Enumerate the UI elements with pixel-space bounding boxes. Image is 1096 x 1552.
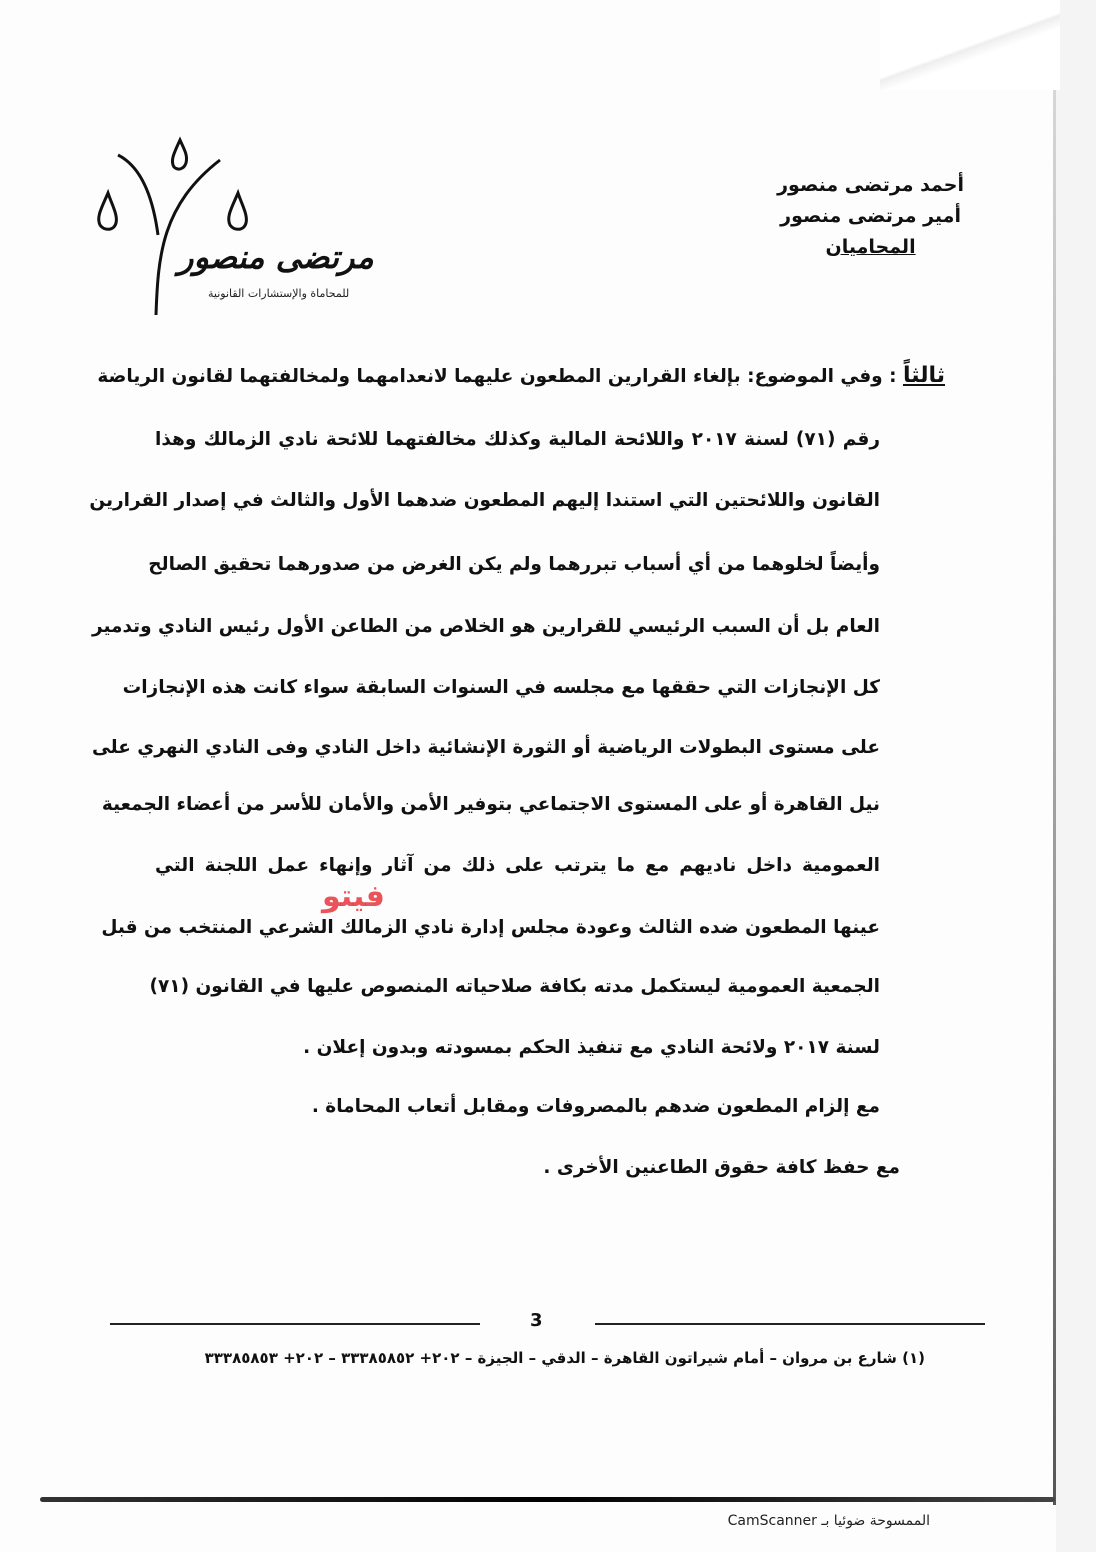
folded-corner <box>880 0 1060 90</box>
lawyer-name: أمير مرتضى منصور <box>780 205 961 227</box>
logo-subtitle: للمحاماة والإستشارات القانونية <box>208 287 350 300</box>
body-line: العمومية داخل ناديهم مع ما يترتب على ذلك من آثار وإنهاء عمل اللجنة التي <box>155 855 880 876</box>
page-number: 3 <box>530 1310 543 1331</box>
body-line: مع حفظ كافة حقوق الطاعنين الأخرى . <box>543 1157 900 1178</box>
camscanner-note: الممسوحة ضوئيا بـ CamScanner <box>727 1513 930 1529</box>
body-line: رقم (٧١) لسنة ٢٠١٧ واللائحة المالية وكذلك مخالفتهما للائحة نادي الزمالك وهذا <box>155 429 880 450</box>
page-bottom-edge <box>40 1497 1055 1502</box>
lawyer-name: أحمد مرتضى منصور <box>777 174 964 196</box>
body-line: الجمعية العمومية ليستكمل مدته بكافة صلاحياته المنصوص عليها في القانون (٧١) <box>149 976 880 997</box>
footer-divider <box>110 1323 480 1325</box>
body-line: ثالثاً : وفي الموضوع: بإلغاء القرارين المطعون عليهما لانعدامهما ولمخالفتهما لقانون الرياضة <box>97 363 945 388</box>
body-line: على مستوى البطولات الرياضية أو الثورة الإنشائية داخل النادي وفى النادي النهري على <box>91 737 880 758</box>
scan-margin <box>1056 0 1096 1552</box>
body-line: القانون واللائحتين التي استندا إليهم المطعون ضدهما الأول والثالث في إصدار القرارين <box>89 490 880 511</box>
lawyers-header <box>777 170 964 263</box>
body-line: نيل القاهرة أو على المستوى الاجتماعي بتوفير الأمن والأمان للأسر من أعضاء الجمعية <box>101 794 880 815</box>
section-lead: ثالثاً <box>902 363 945 388</box>
lawyers-title: المحاميان <box>825 236 916 258</box>
footer-divider <box>595 1323 985 1325</box>
body-line: وأيضاً لخلوهما من أي أسباب تبررهما ولم يكن الغرض من صدورهما تحقيق الصالح <box>148 554 880 575</box>
logo-name: مرتضى منصور <box>178 238 374 276</box>
page-edge <box>1053 0 1056 1505</box>
watermark-text: فيتو <box>322 879 385 914</box>
body-line: عينها المطعون ضده الثالث وعودة مجلس إدارة نادي الزمالك الشرعي المنتخب من قبل <box>101 917 880 938</box>
body-line: لسنة ٢٠١٧ ولائحة النادي مع تنفيذ الحكم بمسودته وبدون إعلان . <box>303 1037 880 1058</box>
watermark-logo <box>322 879 385 914</box>
body-line: مع إلزام المطعون ضدهم بالمصروفات ومقابل أتعاب المحاماة . <box>311 1096 880 1117</box>
body-line: كل الإنجازات التي حققها مع مجلسه في السنوات السابقة سواء كانت هذه الإنجازات <box>122 677 880 698</box>
body-line: العام بل أن السبب الرئيسي للقرارين هو الخلاص من الطاعن الأول رئيس النادي وتدمير <box>91 616 880 637</box>
footer-address: (١) شارع بن مروان – أمام شيراتون القاهرة – الدقي – الجيزة – ٢٠٢+ ٣٣٣٨٥٨٥٢ – ٢٠٢+ ٣٣٣٨٥٨٥٣ <box>204 1349 925 1367</box>
body-line-text: وفي الموضوع: بإلغاء القرارين المطعون عليهما لانعدامهما ولمخالفتهما لقانون الرياضة <box>97 366 883 387</box>
